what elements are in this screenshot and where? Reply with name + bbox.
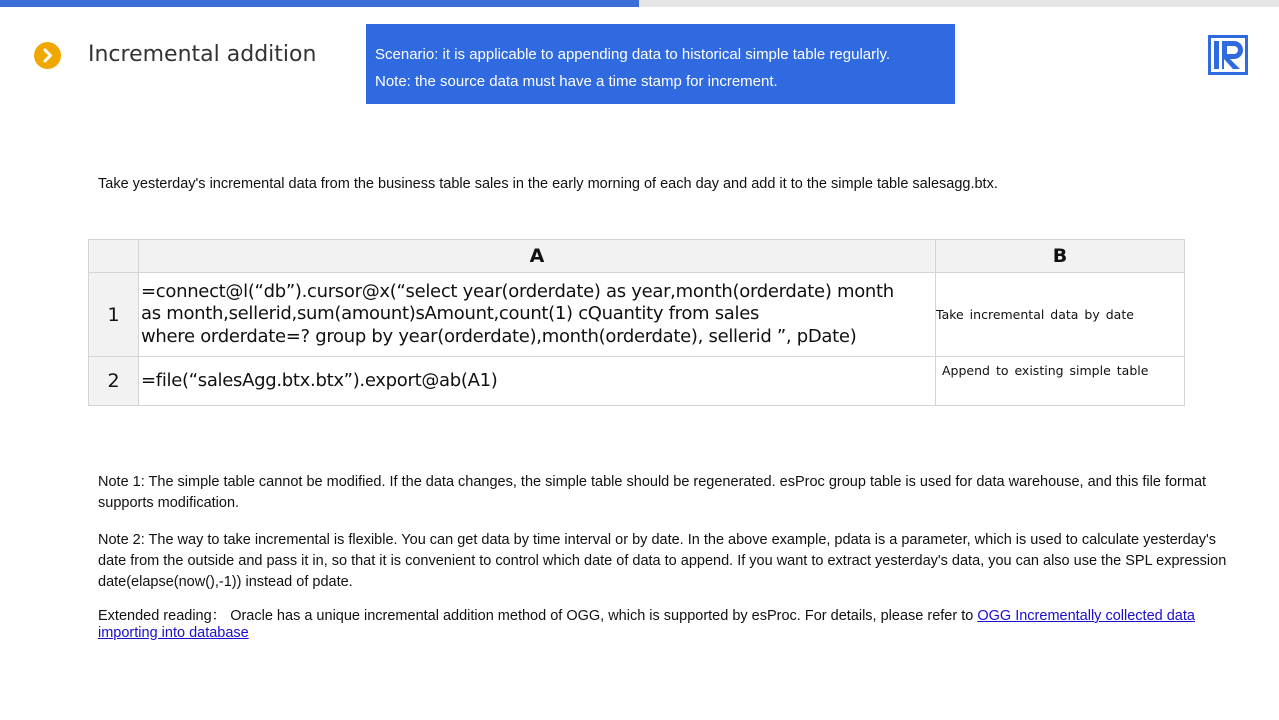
code-line: where orderdate=? group by year(orderdate),month(orderdate), sellerid ”, pDate) xyxy=(141,325,857,347)
scenario-text: Scenario: it is applicable to appending data to historical simple table regularly. xyxy=(375,46,891,63)
note-3 xyxy=(98,608,1238,642)
note-2: Note 2: The way to take incremental is flexible. You can get data by time interval or by date. In the above example, pdata is a parameter, which is used to calculate yesterday's date from the outside and pass it in, so that it is convenient to control which date of data to append. If you want to extract yesterday's data, you can also use the SPL expression date(elapse(now(),-1)) instead of pdate. xyxy=(98,532,1227,590)
cell-a1[interactable] xyxy=(139,273,936,357)
row-number-1: 1 xyxy=(89,273,139,357)
scenario-callout xyxy=(366,24,955,104)
ogg-reference-link[interactable]: OGG Incrementally collected data importing into database xyxy=(98,608,1195,641)
note-1: Note 1: The simple table cannot be modified. If the data changes, the simple table should be regenerated. esProc group table is used for data warehouse, and this file format supports modification. xyxy=(98,474,1207,511)
code-line: =file(“salesAgg.btx.btx”).export@ab(A1) xyxy=(141,369,498,391)
spl-grid xyxy=(88,239,1185,406)
extended-reading-text: Extended reading： Oracle has a unique incremental addition method of OGG, which is supported by esProc. For details, please refer to xyxy=(98,608,978,624)
top-progress-track xyxy=(639,0,1279,7)
row-number-2: 2 xyxy=(89,357,139,406)
cell-b1[interactable]: Take incremental data by date xyxy=(936,273,1185,357)
code-line: =connect@l(“db”).cursor@x(“select year(orderdate) as year,month(orderdate) month xyxy=(141,280,894,302)
code-line: as month,sellerid,sum(amount)sAmount,count(1) cQuantity from sales xyxy=(141,303,760,325)
page-title: Incremental addition xyxy=(88,42,317,67)
top-progress-bar xyxy=(0,0,639,7)
raqsoft-logo-icon xyxy=(1208,35,1248,75)
column-header-b: B xyxy=(936,240,1185,273)
column-header-a: A xyxy=(139,240,936,273)
grid-corner-cell xyxy=(89,240,139,273)
chevron-right-icon xyxy=(34,42,61,69)
cell-b2[interactable]: Append to existing simple table xyxy=(936,357,1185,406)
scenario-note: Note: the source data must have a time stamp for increment. xyxy=(375,73,778,90)
intro-text: Take yesterday's incremental data from the business table sales in the early morning of each day and add it to the simple table salesagg.btx. xyxy=(98,176,998,192)
cell-a2[interactable] xyxy=(139,357,936,406)
